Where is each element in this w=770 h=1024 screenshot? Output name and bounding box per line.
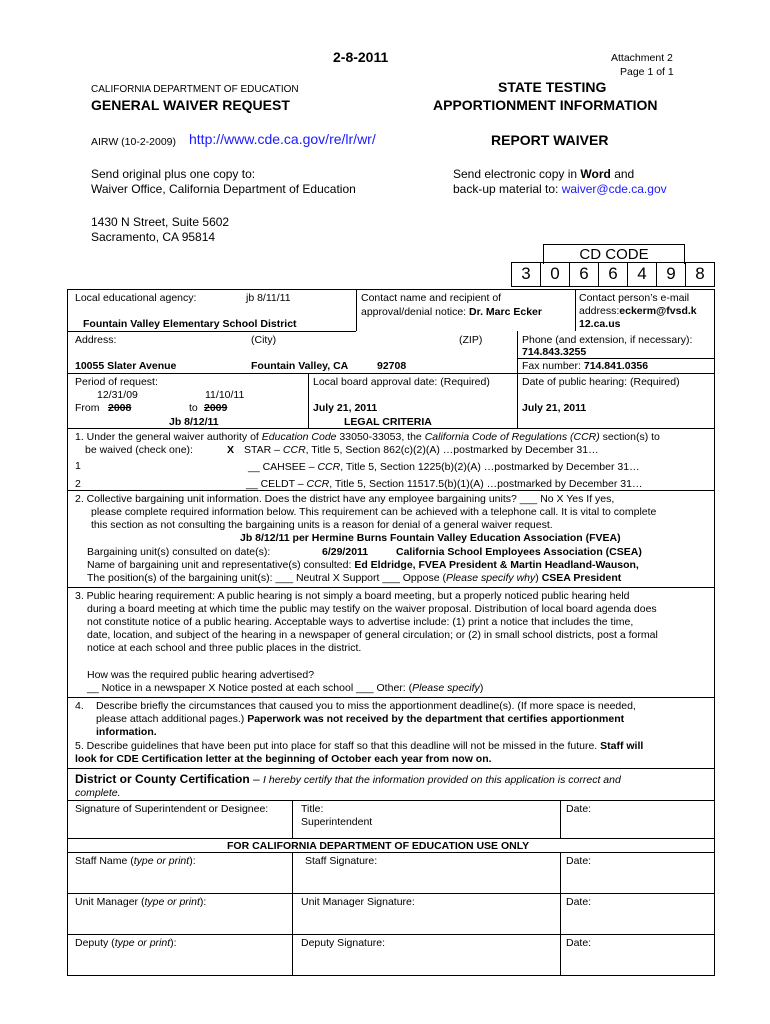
street-address: 10055 Slater Avenue (75, 360, 177, 372)
staff-date-field[interactable]: Date: (566, 855, 592, 867)
board-approval-date: July 21, 2011 (313, 402, 378, 414)
legal-criteria-title: LEGAL CRITERIA (344, 416, 432, 428)
certification-title: District or County Certification (75, 772, 250, 786)
hearing-date-value: July 21, 2011 (522, 402, 587, 414)
send-electronic-line2 (453, 182, 667, 196)
zip-value: 92708 (377, 360, 407, 372)
q1-text: Education Code (261, 431, 337, 443)
title-value: Superintendent (301, 816, 373, 828)
q1-star-text: , Title 5, Section 862(c)(2)(A) …postmarked by December 31… (305, 444, 599, 456)
period-new-from: 12/31/09 (97, 389, 138, 401)
q5-answer-cont: look for CDE Certification letter at the beginning of October each year from now on. (75, 753, 492, 765)
q4-answer: Paperwork was not received by the department that certifies apportionment (247, 713, 625, 725)
q3-answer-text: __ Notice in a newspaper X Notice posted at each school ___ Other: ( (87, 682, 413, 694)
staff-signature-field[interactable]: Staff Signature: (305, 855, 378, 867)
q3-answer-text: ) (479, 682, 484, 694)
period-label: Period of request: (75, 376, 158, 388)
period-old-from: 2008 (108, 402, 132, 414)
q1-text: 1. Under the general waiver authority of (75, 431, 262, 443)
phone-label: Phone (and extension, if necessary): (522, 334, 693, 346)
q2-line2: please complete required information below. This requirement can be achieved with a telephone call. It is vital to complete (91, 506, 657, 518)
q2-position-label: ) (535, 572, 542, 584)
deputy-label: Deputy ( (75, 937, 115, 949)
title-label: Title: (301, 803, 324, 815)
q2-position-value: CSEA President (541, 572, 622, 584)
q1-celdt-text: CCR (306, 478, 330, 490)
unit-manager-name-field[interactable] (75, 896, 206, 908)
staff-name-label: ): (189, 855, 196, 867)
q1-num1: 1 (75, 460, 81, 472)
department-name: CALIFORNIA DEPARTMENT OF EDUCATION (91, 84, 299, 95)
mailing-address-line1: 1430 N Street, Suite 5602 (91, 215, 230, 229)
zip-label: (ZIP) (459, 334, 483, 346)
cert-date-label[interactable]: Date: (566, 803, 592, 815)
right-title-line1: STATE TESTING (498, 79, 607, 95)
deputy-date-field[interactable]: Date: (566, 937, 592, 949)
q3-answer (87, 682, 483, 694)
unit-manager-label: ): (199, 896, 207, 908)
cd-code-digit: 8 (685, 262, 714, 286)
deputy-label: type or print (114, 937, 171, 949)
contact-name-line (361, 306, 542, 318)
unit-manager-date-field[interactable]: Date: (566, 896, 592, 908)
fax-value: 714.841.0356 (583, 360, 649, 372)
contact-label: Contact name and recipient of (361, 292, 502, 304)
cd-code-label: CD CODE (579, 246, 649, 263)
q1-celdt-text: __ CELDT – (246, 478, 307, 490)
period-to-label: to (189, 402, 198, 414)
certification-line (75, 772, 621, 786)
q3-line1: 3. Public hearing requirement: A public hearing is not simply a board meeting, but a properly noticed public hearing held (75, 590, 630, 602)
q2-units-date: 6/29/2011 (322, 546, 369, 558)
q3-line4: date, location, and subject of the hearing in a newspaper of general circulation; or (2) in small school districts, post a formal (87, 629, 658, 641)
cd-code-digit: 9 (656, 262, 685, 286)
certification-dash: – (249, 772, 264, 786)
q3-line5: notice at each school and three public places in the district. (87, 642, 362, 654)
q4-line1: Describe briefly the circumstances that caused you to miss the apportionment deadline(s). (If more space is needed, (96, 700, 636, 712)
q1-cahsee-text: CCR (317, 461, 341, 473)
period-from-label: From (75, 402, 100, 414)
contact-name: Dr. Marc Ecker (469, 306, 542, 318)
q5-answer: Staff will (600, 740, 644, 752)
q2-rep-line (87, 559, 639, 571)
mailing-address-line2: Sacramento, CA 95814 (91, 230, 216, 244)
fax-line (522, 360, 648, 372)
word-format: Word (580, 167, 611, 181)
board-approval-label: Local board approval date: (Required) (313, 376, 490, 388)
q1-num2: 2 (75, 478, 81, 490)
q2-position-line (87, 572, 621, 584)
period-old-to: 2009 (204, 402, 228, 414)
q2-position-label: The position(s) of the bargaining unit(s): ___ Neutral X Support ___ Oppose ( (87, 572, 446, 584)
q2-units-name: California School Employees Association (CSEA) (396, 546, 642, 558)
send-electronic-line1 (453, 167, 634, 181)
period-new-to: 11/10/11 (205, 389, 245, 401)
city-label: (City) (251, 334, 277, 346)
q1-star-option (244, 444, 599, 456)
q2-rep-value: Ed Eldridge, FVEA President & Martin Headland-Wauson, (354, 559, 639, 571)
q1-star-text: CCR (282, 444, 306, 456)
deputy-label: ): (170, 937, 177, 949)
waiver-url-link[interactable]: http://www.cde.ca.gov/re/lr/wr/ (189, 131, 376, 147)
agency-note: jb 8/11/11 (246, 292, 291, 304)
q2-line1: 2. Collective bargaining unit information. Does the district have any employee bargaining units? ___ No X Yes If yes, (75, 493, 615, 505)
certification-text: I hereby certify that the information provided on this application is correct and (263, 774, 621, 786)
staff-name-field[interactable] (75, 855, 196, 867)
cd-code-digit: 3 (511, 262, 540, 286)
q1-celdt-option[interactable] (246, 478, 642, 490)
fax-label: Fax number: (522, 360, 584, 372)
hearing-date-label: Date of public hearing: (Required) (522, 376, 680, 388)
agency-label: Local educational agency: (75, 292, 197, 304)
city-value: Fountain Valley, CA (251, 360, 349, 372)
backup-material-text: back-up material to: (453, 182, 562, 196)
agency-name: Fountain Valley Elementary School District (83, 318, 297, 330)
cd-code-label-box (543, 244, 685, 264)
q4-text: please attach additional pages.) (96, 713, 248, 725)
q2-rep-label: Name of bargaining unit and representative(s) consulted: (87, 559, 355, 571)
certification-text-cont: complete. (75, 787, 121, 799)
contact-email: eckerm@fvsd.k (619, 305, 697, 317)
q3-line3: not constitute notice of a public hearing. Acceptable ways to advertise include: (1) print a notice that includes the time, (87, 616, 634, 628)
period-jb-note: Jb 8/12/11 (169, 416, 219, 428)
q1-star-check[interactable]: X (227, 444, 235, 456)
q1-cahsee-option[interactable] (248, 461, 640, 473)
q1-line1 (75, 431, 660, 443)
email-label-2: address: (579, 305, 620, 317)
staff-name-label: type or print (133, 855, 190, 867)
report-waiver-title: REPORT WAIVER (491, 132, 609, 148)
send-original-line2: Waiver Office, California Department of Education (91, 182, 356, 196)
q2-jb-line: Jb 8/12/11 per Hermine Burns Fountain Valley Education Association (FVEA) (240, 532, 621, 544)
staff-name-label: Staff Name ( (75, 855, 134, 867)
contact-email-cont: 12.ca.us (579, 318, 621, 330)
q4-number: 4. (75, 700, 84, 712)
send-electronic-text: Send electronic copy in (453, 167, 581, 181)
contact-label-2: approval/denial notice: (361, 306, 469, 318)
q4-line2 (96, 713, 624, 725)
q1-text: California Code of Regulations (CCR) (424, 431, 600, 443)
cd-code-digit: 4 (627, 262, 656, 286)
q1-cahsee-text: , Title 5, Section 1225(b)(2)(A) …postmarked by December 31… (340, 461, 640, 473)
q2-position-label: Please specify why (445, 572, 536, 584)
q4-answer-cont: information. (96, 726, 157, 738)
q2-units-label: Bargaining unit(s) consulted on date(s): (87, 546, 271, 558)
q1-text: section(s) to (599, 431, 660, 443)
address-label: Address: (75, 334, 117, 346)
deputy-name-field[interactable] (75, 937, 177, 949)
send-original-line1: Send original plus one copy to: (91, 167, 256, 181)
document-date: 2-8-2011 (333, 49, 389, 65)
cd-code-digit: 6 (598, 262, 627, 286)
right-title-line2: APPORTIONMENT INFORMATION (433, 97, 658, 113)
unit-manager-label: Unit Manager ( (75, 896, 145, 908)
q1-celdt-text: , Title 5, Section 11517.5(b)(1)(A) …postmarked by December 31… (329, 478, 643, 490)
cde-use-only-title: FOR CALIFORNIA DEPARTMENT OF EDUCATION USE ONLY (227, 840, 530, 852)
q1-text: 33050-33053, the (336, 431, 425, 443)
superintendent-signature-label[interactable]: Signature of Superintendent or Designee: (75, 803, 269, 815)
form-id: AIRW (10-2-2009) (91, 136, 177, 148)
q5-line1 (75, 740, 643, 752)
attachment-label: Attachment 2 (611, 52, 673, 64)
q3-question: How was the required public hearing advertised? (87, 669, 315, 681)
page-number: Page 1 of 1 (620, 66, 674, 78)
email-line (579, 305, 697, 317)
cd-code-digit: 0 (540, 262, 569, 286)
q1-cahsee-text: __ CAHSEE – (248, 461, 318, 473)
phone-value: 714.843.3255 (522, 346, 587, 358)
cd-code-digit: 6 (569, 262, 598, 286)
form-title: GENERAL WAIVER REQUEST (91, 97, 290, 113)
q5-text: 5. Describe guidelines that have been put into place for staff so that this deadline will not be missed in the future. (75, 740, 601, 752)
waiver-email-link[interactable]: waiver@cde.ca.gov (561, 182, 667, 196)
q1-star-text: STAR – (244, 444, 283, 456)
deputy-signature-field[interactable]: Deputy Signature: (301, 937, 386, 949)
send-electronic-and: and (610, 167, 635, 181)
q3-line2: during a board meeting at which time the public may testify on the waiver proposal. Distribution of local board agenda does (87, 603, 657, 615)
q1-line2: be waived (check one): (85, 444, 193, 456)
q2-line3: this section as not consulting the bargaining units is a reason for denial of a general waiver request. (91, 519, 553, 531)
email-label: Contact person’s e-mail (579, 292, 690, 304)
unit-manager-label: type or print (144, 896, 200, 908)
q3-answer-text: Please specify (412, 682, 480, 694)
unit-manager-signature-field[interactable]: Unit Manager Signature: (301, 896, 415, 908)
